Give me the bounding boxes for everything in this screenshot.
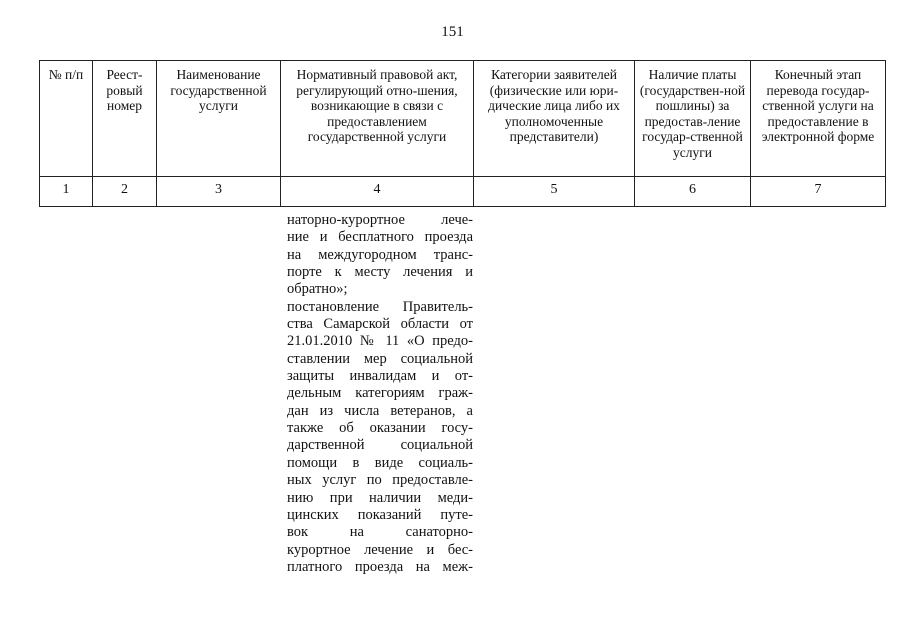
text-line: порте к месту лечения и bbox=[287, 264, 473, 281]
header-legal-act: Нормативный правовой акт, регулирующий отно-шения, возникающие в связи с предоставлением государственной услуги bbox=[281, 61, 474, 177]
text-line: платного проезда на меж- bbox=[287, 558, 473, 575]
header-number: № п/п bbox=[40, 61, 93, 177]
text-line: дан из числа ветеранов, а bbox=[287, 402, 473, 419]
column-number: 1 bbox=[40, 177, 93, 207]
column-number: 6 bbox=[635, 177, 751, 207]
text-line: ставлении мер социальной bbox=[287, 350, 473, 367]
column-number: 5 bbox=[474, 177, 635, 207]
legal-act-continuation bbox=[287, 212, 473, 576]
column-number: 3 bbox=[157, 177, 281, 207]
text-line: наторно-курортное лече- bbox=[287, 212, 473, 228]
text-line: на междугородном транс- bbox=[287, 246, 473, 263]
header-service-name: Наименование государственной услуги bbox=[157, 61, 281, 177]
text-line: ства Самарской области от bbox=[287, 316, 473, 333]
services-table bbox=[39, 60, 886, 207]
text-line: ных услуг по предоставле- bbox=[287, 472, 473, 489]
text-line: курортное лечение и бес- bbox=[287, 541, 473, 558]
text-line: нию при наличии меди- bbox=[287, 489, 473, 506]
column-number: 7 bbox=[751, 177, 886, 207]
text-line: дарственной социальной bbox=[287, 437, 473, 454]
column-number: 2 bbox=[93, 177, 157, 207]
text-line: ние и бесплатного проезда bbox=[287, 229, 473, 246]
page-number: 151 bbox=[441, 24, 464, 40]
text-line: помощи в виде социаль- bbox=[287, 454, 473, 471]
column-numbers-row bbox=[40, 177, 886, 207]
text-line: дельным категориям граж- bbox=[287, 385, 473, 402]
text-line: обратно»; bbox=[287, 281, 348, 298]
header-final-stage: Конечный этап перевода государ-ственной услуги на предоставление в электронной форме bbox=[751, 61, 886, 177]
table-header-row bbox=[40, 61, 886, 177]
header-registry-number: Реест-ровый номер bbox=[93, 61, 157, 177]
column-number: 4 bbox=[281, 177, 474, 207]
text-line: вок на санаторно- bbox=[287, 524, 473, 541]
text-line: защиты инвалидам и от- bbox=[287, 368, 473, 385]
text-line: также об оказании госу- bbox=[287, 420, 473, 437]
text-line: постановление Правитель- bbox=[287, 298, 473, 315]
header-fee: Наличие платы (государствен-ной пошлины) за предостав-ление государ-ственной услуги bbox=[635, 61, 751, 177]
text-line: цинских показаний путе- bbox=[287, 506, 473, 523]
header-applicant-categories: Категории заявителей (физические или юри-дические лица либо их уполномоченные представители) bbox=[474, 61, 635, 177]
text-line: 21.01.2010 № 11 «О предо- bbox=[287, 333, 473, 350]
